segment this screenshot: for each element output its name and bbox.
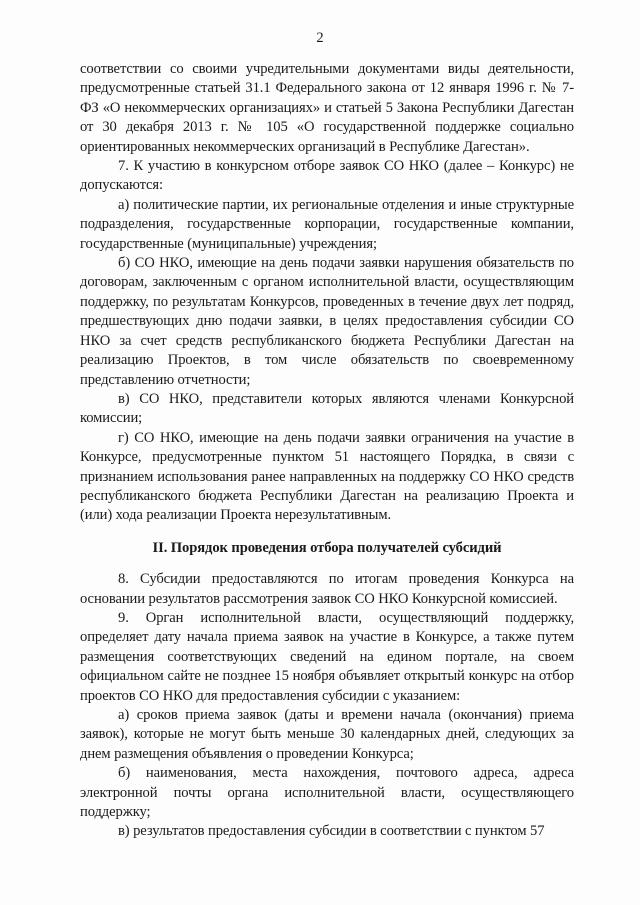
- document-body: [80, 60, 574, 842]
- paragraph-item-9a: а) сроков приема заявок (даты и времени начала (окончания) приема заявок), которые не могут быть меньше 30 календарных дней, следующих за днем размещения объявления о проведении Конкурса;: [80, 707, 574, 762]
- page-number: 2: [316, 30, 324, 46]
- paragraph-item-9b: б) наименования, места нахождения, почтового адреса, адреса электронной почты органа исполнительной власти, осуществляющего поддержку;: [80, 765, 574, 821]
- paragraph-item-7v: в) СО НКО, представители которых являются членами Конкурсной комиссии;: [80, 390, 574, 427]
- paragraph-item-7: 7. К участию в конкурсном отборе заявок СО НКО (далее – Конкурс) не допускаются:: [80, 158, 574, 194]
- paragraph-item-7g: г) СО НКО, имеющие на день подачи заявки ограничения на участие в Конкурсе, предусмотренные пунктом 51 настоящего Порядка, в связи с признанием использования ранее направленных на поддержку СО НКО средств республиканского бюджета Республики Дагестан на реализацию Проекта и (или) хода реализации Проекта нерезультативным.: [80, 429, 574, 524]
- paragraph-item-9: 9. Орган исполнительной власти, осуществляющий поддержку, определяет дату начала приема заявок на участие в Конкурсе, а также путем размещения соответствующих сведений на едином портале, на своем официальном сайте не позднее 15 ноября объявляет открытый конкурс на отбор проектов СО НКО для предоставления субсидии с указанием:: [80, 609, 574, 704]
- paragraph-item-9v: в) результатов предоставления субсидии в соответствии с пунктом 57: [118, 823, 545, 840]
- paragraph-continuation: соответствии со своими учредительными документами виды деятельности, предусмотренные статьей 31.1 Федерального закона от 12 января 1996 г. № 7-ФЗ «О некоммерческих организациях» и статьей 5 Закона Республики Дагестан от 30 декабря 2013 г. № 105 «О государственной поддержке социально ориентированных некоммерческих организаций в Республике Дагестан».: [80, 61, 574, 155]
- paragraph-item-7a: а) политические партии, их региональные отделения и иные структурные подразделения, государственные корпорации, государственные компании, государственные (муниципальные) учреждения;: [80, 196, 574, 252]
- section-heading-2: II. Порядок проведения отбора получателей субсидий: [152, 539, 502, 556]
- paragraph-item-8: 8. Субсидии предоставляются по итогам проведения Конкурса на основании результатов рассмотрения заявок СО НКО Конкурсной комиссией.: [80, 571, 574, 607]
- paragraph-item-7b: б) СО НКО, имеющие на день подачи заявки нарушения обязательств по договорам, заключенным с органом исполнительной власти, осуществляющим поддержку, по результатам Конкурсов, проведенных в течение двух лет подряд, предшествующих дню подачи заявки, в целях предоставления субсидии СО НКО за счет средств республиканского бюджета Республики Дагестан на реализацию Проектов, в том числе обязательств по своевременному представлению отчетности;: [80, 255, 574, 388]
